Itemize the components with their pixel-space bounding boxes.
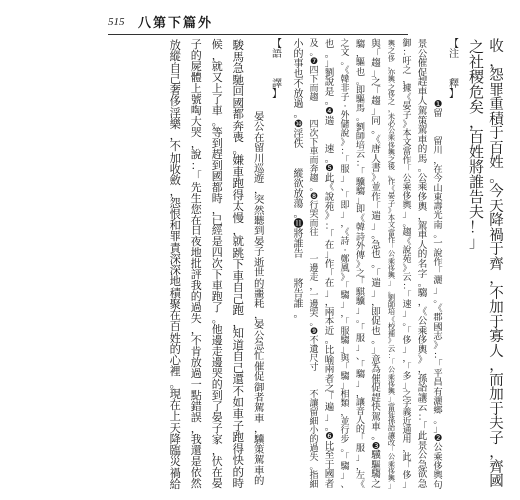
main-text-column: 之 社 稷 危 矣 ， 百 姓 將 誰 告 夫 ！ 」 (468, 38, 484, 251)
annotation-column: 與 「 趨 」 之 「 趨 」 同 。 《 唐 人 書 》 並 作 「 遄 」 。 急 也 。 「 遄 」 ， 即 促 也 。 」 意 為 催 促 趕 快 駕 車 。 ❸ 驥 驅 騶 之 (371, 39, 381, 490)
header-rule (108, 34, 408, 35)
translation-column: 放 縱 自 己 奢 侈 淫 樂 ， 不 加 收 斂 ， 怨 恨 和 罪 責 深 深 地 積 聚 在 百 姓 的 心 裡 。 現 在 上 天 降 臨 災 禍 給 (169, 39, 181, 491)
annotation-column: 小 的 事 也 不 放 過 。 ❿ 淫 佚 縱 欲 放 蕩 。 ⓫ 將 誰 告 將 告 誰 。 (293, 39, 304, 320)
translation-column: 晏 公 在 留 川 巡 遊 ， 突 然 聽 到 晏 子 逝 世 的 噩 耗 ， 晏 公 急 忙 催 促 御 者 駕 車 ， 驥 策 駕 車 的 (254, 111, 265, 488)
translation-label: 【 語 譯 】 (272, 39, 282, 100)
annotation-label: 【 注 釋 】 (449, 39, 459, 100)
book-title: 八第下篇外 (138, 16, 214, 31)
translation-column: 候 ， 就 又 上 了 車 。 等 到 趕 到 國 都 時 ， 已 經 是 四 次 下 車 跑 了 。 他 邊 走 邊 哭 的 到 了 晏 子 家 ， 伏 在 晏 (211, 38, 223, 490)
main-text-column: 收 ， 怨 罪 重 積 于 百 姓 。 今 天 降 禍 于 齊 ， 不 加 于 寡 人 ， 而 加 于 夫 子 ， 齊 國 (489, 39, 504, 491)
annotation-column: 輿 之 侈 ， 亦 輿 之 侈 之 ， 未 必 公 乘 侈 輿 之 後 。 作 《 晏 子 》 本 文 當 作 「 公 乘 侈 輿 」 。 劉 師 培 《 校 補 》 云 ： 「 公 乘 侈 輿 」 當 從 孫 詒 讓 改 「 公 乘 侈 輿 」 (387, 39, 396, 491)
annotation-column: 之 文 。 《 韓 非 子 · 外 儲 說 》 ： 「 服 」 、 「 即 」 ， 《 詩 · 鄭 風 》 「 騶 」 ， 「 服 騶 」 與 「 騶 」 相 類 ， 並 行 步 。 「 騶 」 、 (340, 39, 350, 490)
page-number: 515 (108, 16, 125, 28)
annotation-column: 及 。 ❼ 四 下 而 趨 四 次 下 車 而 奔 趨 。 ❽ 行 哭 而 往 一 邊 走 ， 一 邊 哭 。 ❾ 不 遺 尺 寸 不 讓 留 細 小 的 過 失 。 指 細 (309, 39, 319, 490)
translation-column: 駿 馬 急 馳 回 國 都 奔 喪 。 嫌 車 跑 得 太 慢 ， 就 跳 下 車 自 己 跑 ， 知 道 自 己 還 不 如 車 子 跑 得 快 的 時 (232, 38, 244, 491)
annotation-column: ❶ 留 留 川 ， 在 今 山 東 壽 光 南 。 一 說 作 「 灑 」 。 《 郡 國 志 》 ： 「 平 昌 有 灑 鄉 。 」 ❷ 公 乘 侈 輿 句 (433, 99, 443, 491)
annotation-column: 也 。 」 劉 說 是 。 ❹ 遄 速 。 ❺ 此 《 說 苑 》 ： 「 在 」 作 「 在 」 ， 兩 本 近 。 比 喻 兩 者 之 「 遍 」 。 ❻ 比 至 于 國 者 (324, 39, 335, 490)
annotation-column: 景 公 催 促 趕 車 人 駕 策 駕 車 的 馬 。 公 乘 侈 輿 ， 駕 車 人 的 名 字 。 騶 ， 《 公 乘 侈 輿 》 ， 孫 詒 讓 云 ： 「 此 景 公 急 欲 急 (417, 39, 428, 490)
annotation-column: 御 ： 吁 之 ， 據 《 晏 子 》 本 文 當 作 「 公 乘 侈 輿 」 。 趨 《 說 苑 》 云 ： 「 速 」 。 「 侈 」 ， 「 多 」 之 字 義 近 通 用 ， 此 「 侈 」 (402, 39, 412, 490)
annotation-column: 騶 ， 驅 也 。 即 驅 馬 。 劉 師 培 云 ： 「 驥 騶 」 即 《 韓 詩 外 傳 》 之 「 騏 驥 」 。 「 服 」 、 「 騶 」 ， 讓 音 人 的 「 服 」 ， 左 《 (355, 39, 366, 491)
translation-column: 子 的 屍 體 上 號 啕 大 哭 ， 說 ： 「 先 生 您 在 日 夜 地 批 評 我 的 過 失 ， 不 肯 放 過 一 點 錯 誤 ， 我 還 是 依 然 (190, 38, 202, 490)
